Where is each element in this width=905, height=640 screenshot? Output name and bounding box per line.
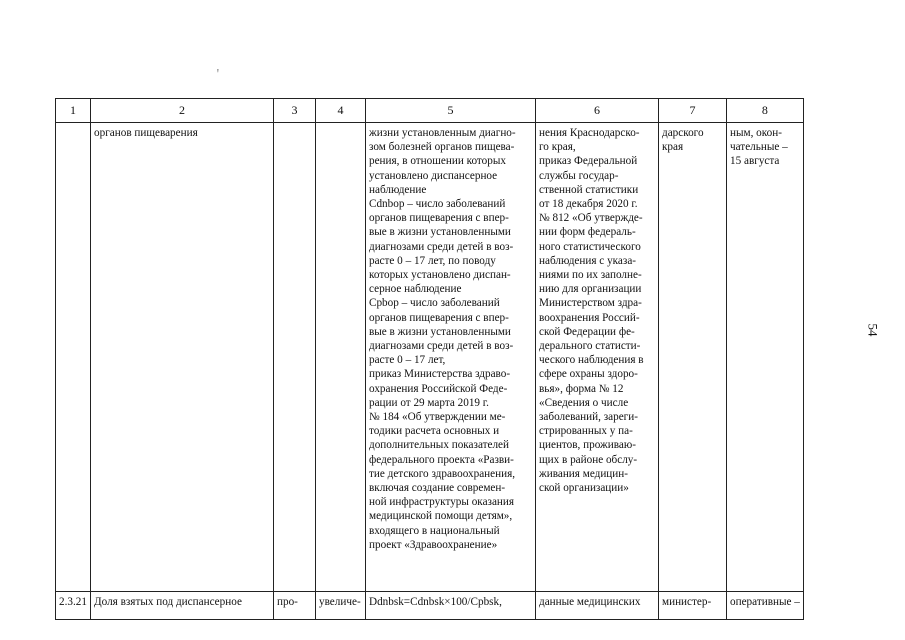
cell-deadline: оперативные – [727,592,804,620]
table-row [56,123,804,592]
cell-number [56,123,91,592]
cell-source: данные медицинских [536,592,659,620]
cell-dynamics [316,123,366,592]
cell-indicator-name: Доля взятых под диспансерное [91,592,274,620]
cell-indicator-name: органов пищеварения [91,123,274,592]
cell-dynamics: увеличе- [316,592,366,620]
cell-responsible: дарского края [659,123,727,592]
header-cell-5: 5 [366,99,536,123]
header-cell-4: 4 [316,99,366,123]
header-cell-2: 2 [91,99,274,123]
document-table [55,98,804,620]
scan-mark: ꞌ [217,68,219,79]
cell-unit: про- [274,592,316,620]
cell-number: 2.3.21 [56,592,91,620]
cell-responsible: министер- [659,592,727,620]
cell-method: жизни установленным диагно- зом болезней органов пищева- рения, в отношении которых установлено диспансерное наблюдение Cdnbop – число заболеваний органов пищеварения с впер- вые в жизни установленными диагнозами среди детей в воз- расте 0 – 17 лет, по поводу которых установлено диспан- серное наблюдение Cpbop – число заболеваний органов пищеварения с впер- вые в жизни установленными диагнозами среди детей в воз- расте 0 – 17 лет, приказ Министерства здраво- охранения Российской Феде- рации от 29 марта 2019 г. № 184 «Об утверждении ме- тодики расчета основных и дополнительных показателей федерального проекта «Разви- тие детского здравоохранения, включая создание современ- ной инфраструктуры оказания медицинской помощи детям», входящего в национальный проект «Здравоохранение» [366,123,536,592]
cell-source: нения Краснодарско- го края, приказ Федеральной службы государ- ственной статистики от 18 декабря 2020 г. № 812 «Об утвержде- нии форм федераль- ного статистического наблюдения с указа- ниями по их заполне- нию для организации Министерством здра- воохранения Россий- ской Федерации фе- дерального статисти- ческого наблюдения в сфере охраны здоро- вья», форма № 12 «Сведения о числе заболеваний, зареги- стрированных у па- циентов, проживаю- щих в районе обслу- живания медицин- ской организации» [536,123,659,592]
cell-method: Ddnbsk=Cdnbsk×100/Cpbsk, [366,592,536,620]
cell-unit [274,123,316,592]
header-cell-8: 8 [727,99,804,123]
header-cell-3: 3 [274,99,316,123]
header-row [56,99,804,123]
page-number: 54 [865,323,881,337]
table-row [56,592,804,620]
header-cell-1: 1 [56,99,91,123]
cell-deadline: ным, окон- чательные – 15 августа [727,123,804,592]
header-cell-7: 7 [659,99,727,123]
header-cell-6: 6 [536,99,659,123]
